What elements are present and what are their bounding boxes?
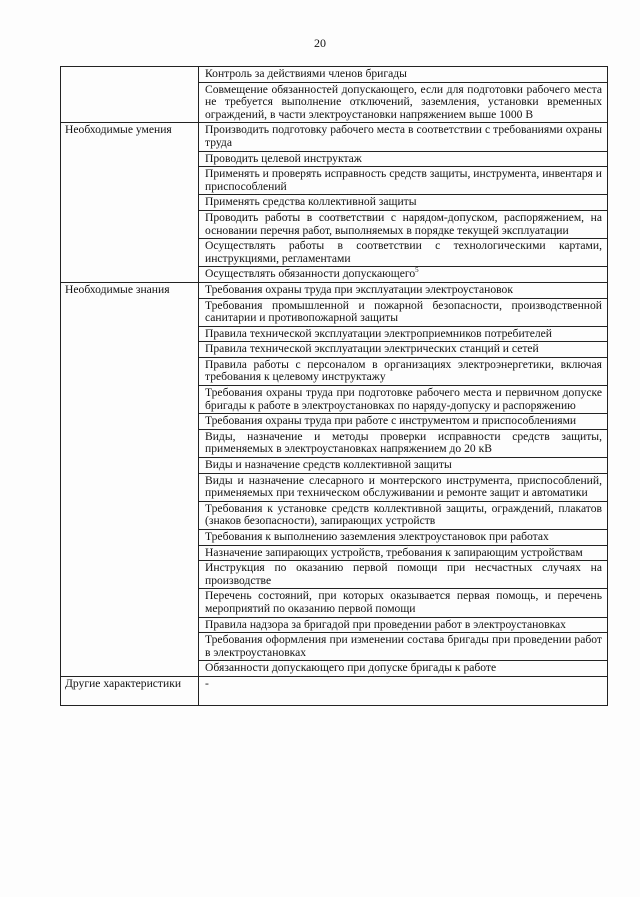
- table-cell: Инструкция по оказанию первой помощи при несчастных случаях на производстве: [199, 561, 608, 589]
- requirements-table: [60, 66, 608, 706]
- table-cell: Требования промышленной и пожарной безопасности, производственной санитарии и противопожарной защиты: [199, 298, 608, 326]
- footnote-mark: 5: [415, 266, 419, 275]
- table-cell: Требования к установке средств коллективной защиты, ограждений, плакатов (знаков безопасности), запирающих устройств: [199, 501, 608, 529]
- table-cell: Виды и назначение средств коллективной защиты: [199, 458, 608, 474]
- table-cell: Осуществлять работы в соответствии с технологическими картами, инструкциями, регламентами: [199, 239, 608, 267]
- table-row: [61, 123, 608, 151]
- table-cell: Проводить работы в соответствии с нарядом-допуском, распоряжением, на основании перечня работ, выполняемых в порядке текущей эксплуатации: [199, 210, 608, 238]
- row-label-other: Другие характеристики: [61, 676, 199, 705]
- table-cell: Требования к выполнению заземления электроустановок при работах: [199, 530, 608, 546]
- table-cell: Требования охраны труда при эксплуатации электроустановок: [199, 282, 608, 298]
- table-cell: Правила работы с персоналом в организациях электроэнергетики, включая требования к целевому инструктажу: [199, 357, 608, 385]
- row-label: [61, 67, 199, 123]
- table-cell: Перечень состояний, при которых оказывается первая помощь, и перечень мероприятий по оказанию первой помощи: [199, 589, 608, 617]
- row-label-knowledge: Необходимые знания: [61, 282, 199, 676]
- table-row: [61, 282, 608, 298]
- table-cell: Виды и назначение слесарного и монтерского инструмента, приспособлений, применяемых при техническом обслуживании и ремонте защит и автоматики: [199, 473, 608, 501]
- table-cell: Назначение запирающих устройств, требования к запирающим устройствам: [199, 545, 608, 561]
- table-cell: Совмещение обязанностей допускающего, если для подготовки рабочего места не требуется выполнение отключений, заземления, установки временных ограждений, в части электроустановки напряжением выше 1000 В: [199, 82, 608, 123]
- table-cell: [199, 267, 608, 283]
- table-cell: Требования оформления при изменении состава бригады при проведении работ в электроустановках: [199, 633, 608, 661]
- table-cell: Правила технической эксплуатации электроприемников потребителей: [199, 326, 608, 342]
- table-cell: Проводить целевой инструктаж: [199, 151, 608, 167]
- table-cell: Применять и проверять исправность средств защиты, инструмента, инвентаря и приспособлений: [199, 167, 608, 195]
- table-row: [61, 676, 608, 705]
- cell-text: Осуществлять обязанности допускающего: [205, 267, 416, 281]
- table-cell: Правила технической эксплуатации электрических станций и сетей: [199, 342, 608, 358]
- table-row: [61, 67, 608, 83]
- table-cell: Виды, назначение и методы проверки исправности средств защиты, применяемых в электроустановках напряжением до 20 кВ: [199, 429, 608, 457]
- table-cell: Производить подготовку рабочего места в соответствии с требованиями охраны труда: [199, 123, 608, 151]
- row-label-skills: Необходимые умения: [61, 123, 199, 283]
- page-number: 20: [314, 36, 326, 50]
- table-cell: -: [199, 676, 608, 705]
- table-cell: Обязанности допускающего при допуске бригады к работе: [199, 661, 608, 677]
- table-cell: Правила надзора за бригадой при проведении работ в электроустановках: [199, 617, 608, 633]
- table-cell: Требования охраны труда при работе с инструментом и приспособлениями: [199, 414, 608, 430]
- table-cell: Применять средства коллективной защиты: [199, 195, 608, 211]
- table-cell: Требования охраны труда при подготовке рабочего места и первичном допуске бригады к работе в электроустановках по наряду-допуску и распоряжению: [199, 386, 608, 414]
- table-cell: Контроль за действиями членов бригады: [199, 67, 608, 83]
